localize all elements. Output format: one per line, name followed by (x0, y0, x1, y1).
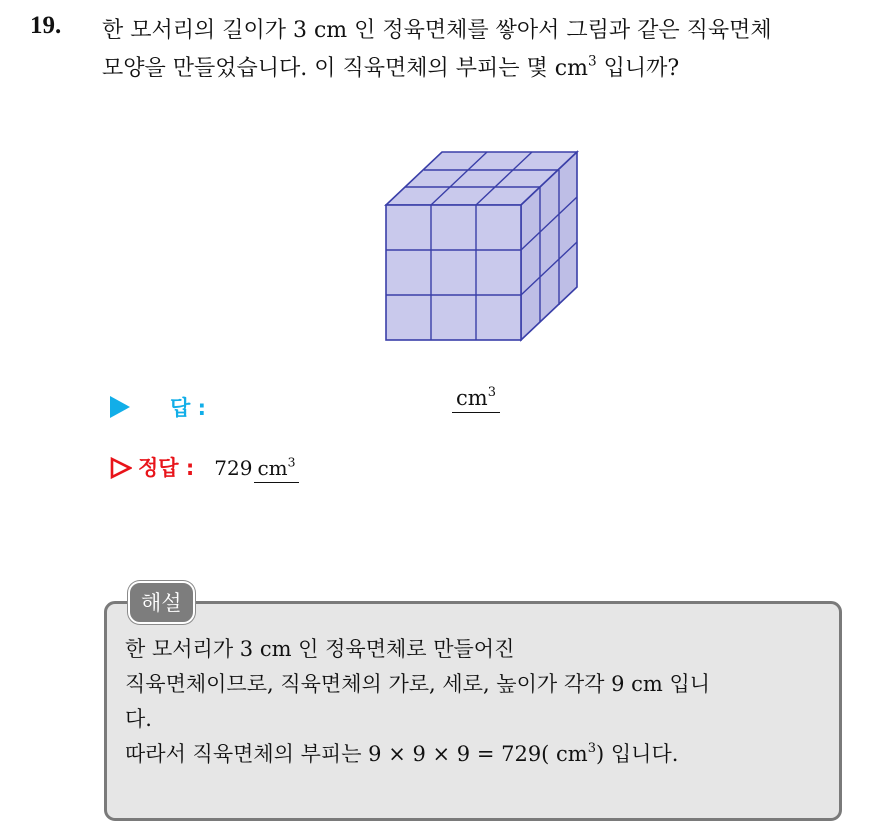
play-icon (110, 396, 130, 418)
answer-label: 답 : (170, 396, 206, 420)
cube-front-face (386, 205, 521, 340)
correct-label: 정답 : (138, 456, 195, 480)
solution-text (125, 632, 830, 772)
answer-unit: cm (456, 386, 488, 410)
solution-line-1: 한 모서리가 3 cm 인 정육면체로 만들어진 (125, 637, 515, 661)
question-line-1: 한 모서리의 길이가 3 cm 인 정육면체를 쌓아서 그림과 같은 직육면체 (102, 18, 772, 43)
answer-unit-superscript: 3 (487, 384, 496, 400)
solution-line-3: 다. (125, 707, 152, 731)
correct-value: 729 (214, 456, 253, 480)
solution-line-4 (125, 737, 830, 772)
outline-play-icon (110, 457, 132, 479)
question-line-2-end: 입니까? (596, 56, 680, 81)
solution-unit-superscript: 3 (587, 740, 596, 756)
answer-blank[interactable] (452, 386, 500, 413)
answer-row (110, 384, 496, 422)
cube-stack-figure (384, 150, 584, 350)
solution-line-4-text: 따라서 직육면체의 부피는 9 × 9 × 9 = 729( cm (125, 742, 588, 766)
solution-tag: 해설 (128, 581, 195, 624)
correct-unit (254, 456, 298, 483)
solution-line-4-end: ) 입니다. (596, 742, 679, 766)
correct-unit-superscript: 3 (287, 454, 296, 470)
question-unit-superscript: 3 (587, 53, 597, 70)
solution-line-2: 직육면체이므로, 직육면체의 가로, 세로, 높이가 각각 9 cm 입니 (125, 672, 711, 696)
correct-answer-row (110, 452, 299, 483)
question-line-2-text: 모양을 만들었습니다. 이 직육면체의 부피는 몇 cm (102, 56, 588, 81)
question-number: 19. (30, 12, 62, 39)
question-line-2 (102, 50, 872, 88)
question-text (102, 12, 872, 88)
correct-unit-text: cm (257, 456, 288, 480)
